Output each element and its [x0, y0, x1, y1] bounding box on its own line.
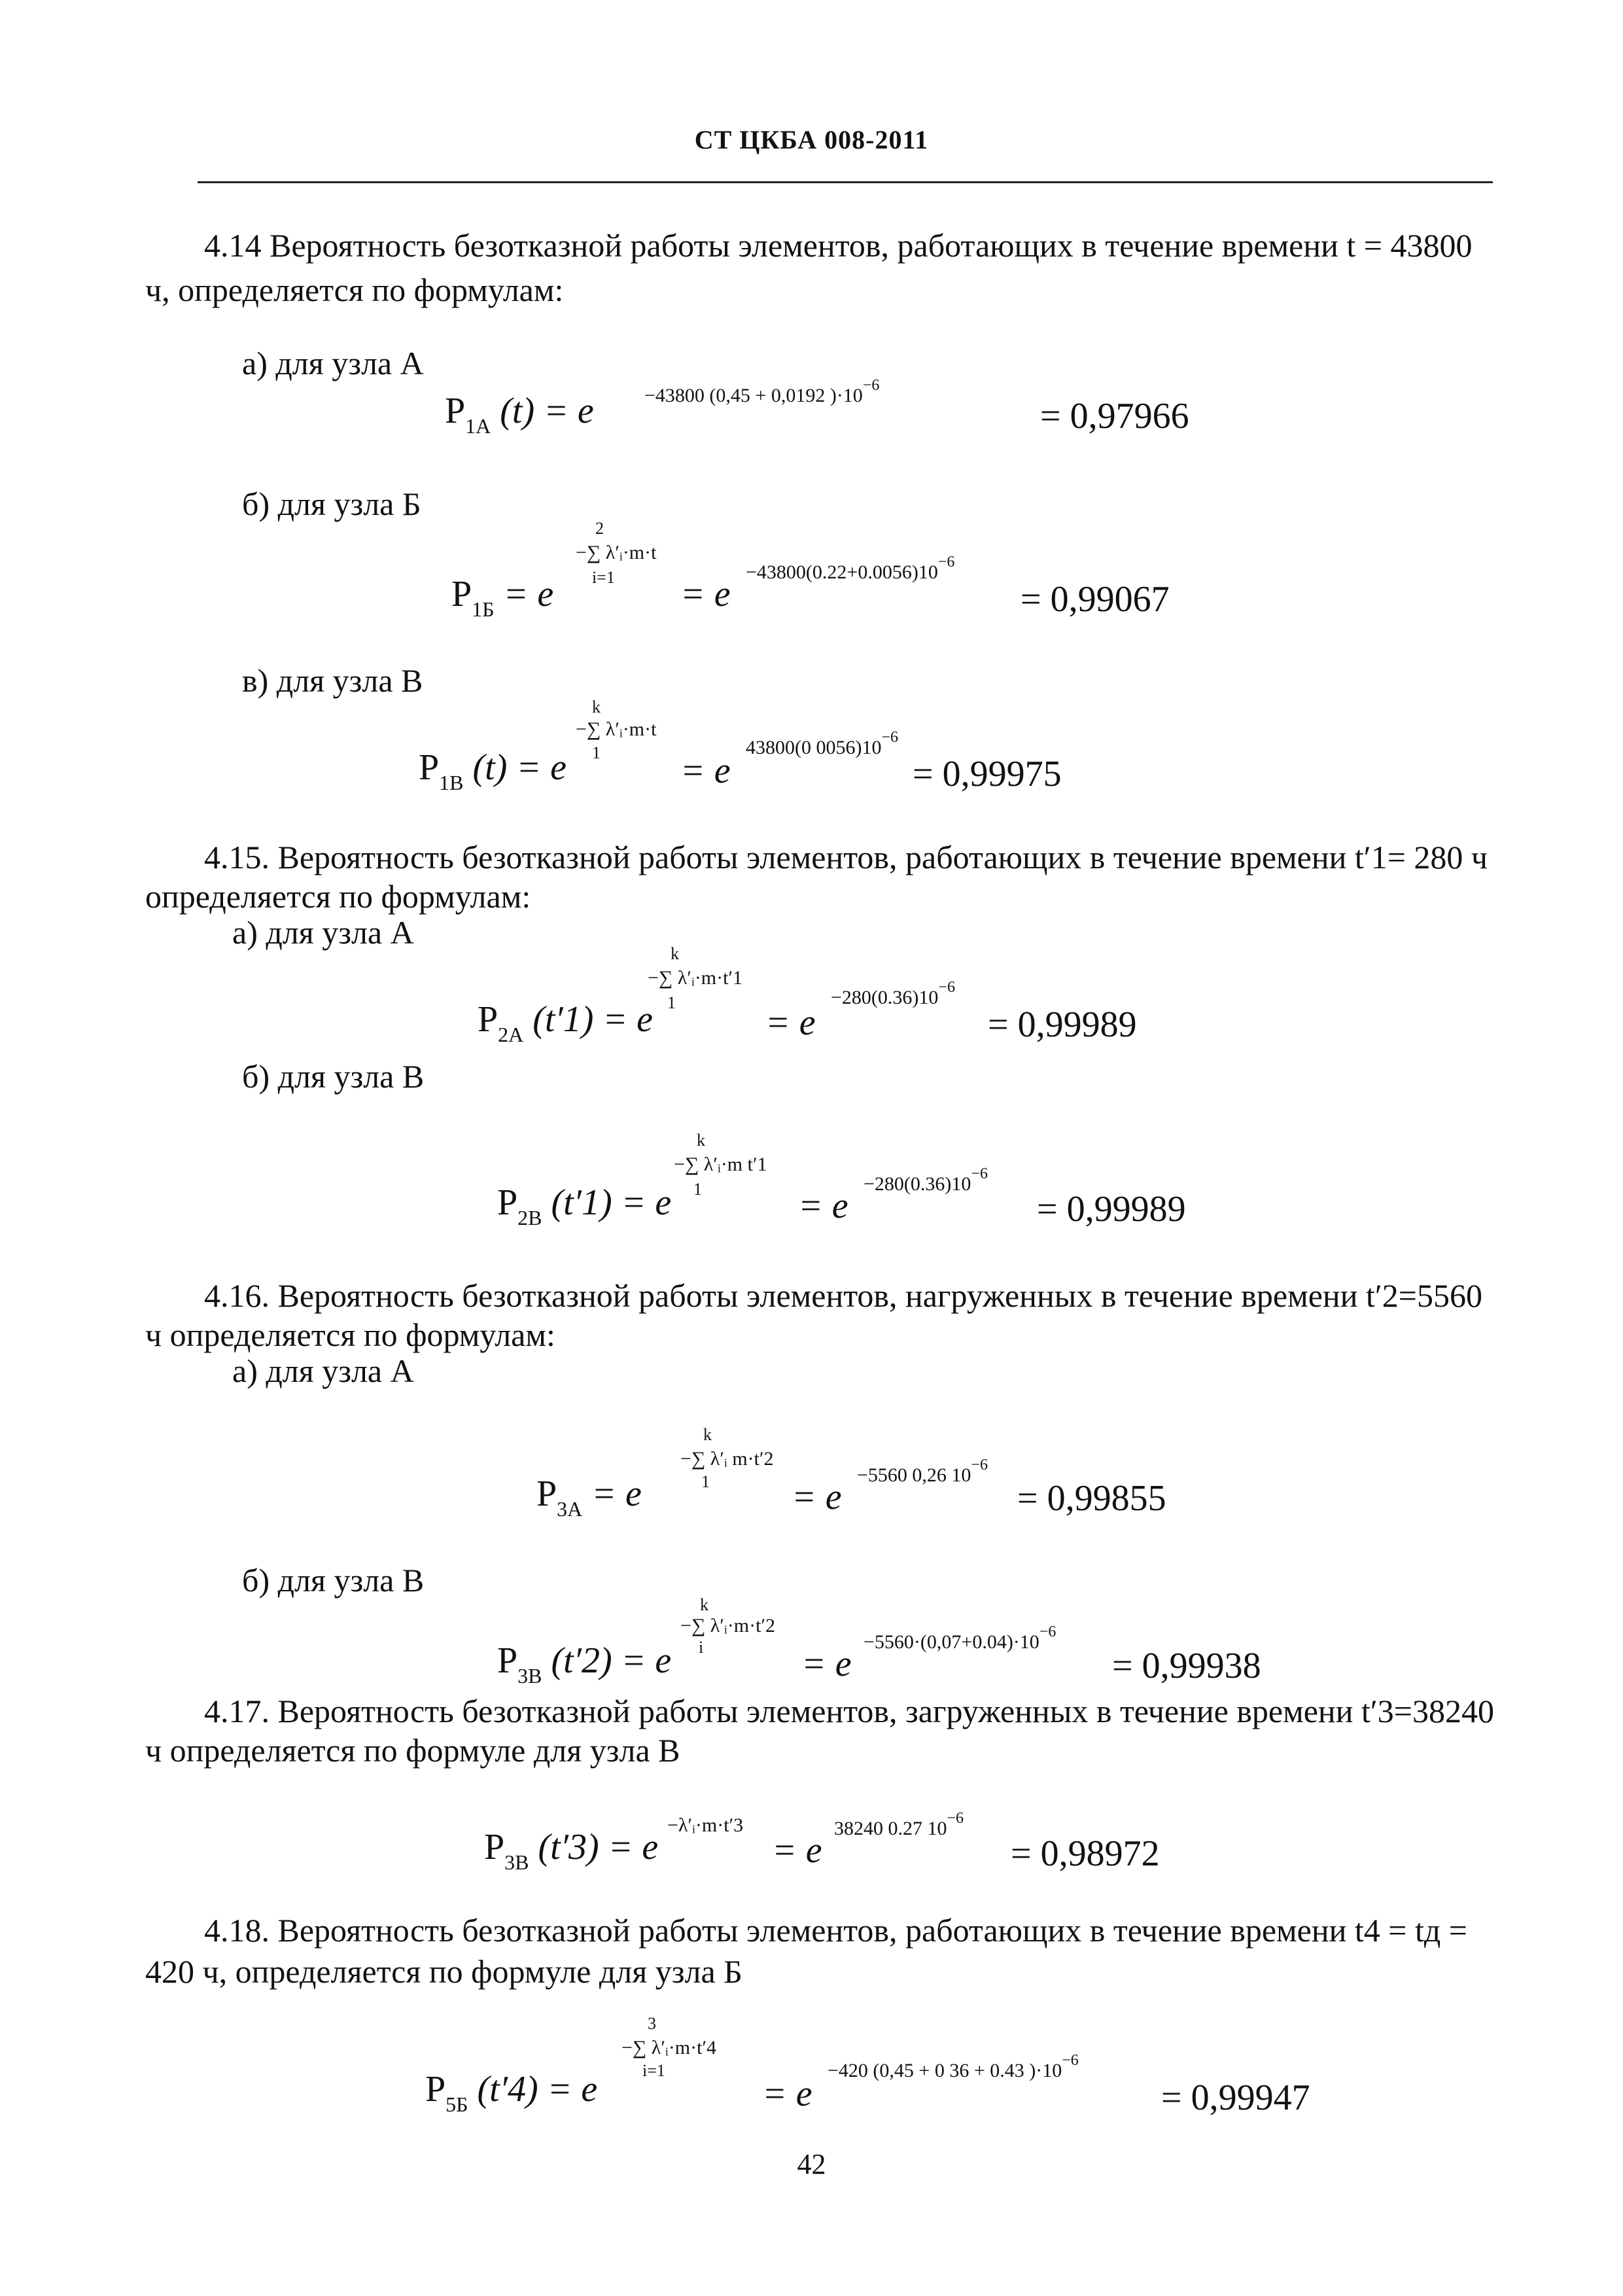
eq-mid: = e — [503, 574, 554, 614]
eq-lhs-sub: 2А — [498, 1023, 524, 1046]
exp-text: −5560·(0,07+0.04)·10 — [864, 1631, 1039, 1653]
s418-eq-right-exp — [828, 2052, 1079, 2081]
eq-mid: (t) = e — [472, 747, 567, 788]
eq-lhs: P — [425, 2069, 446, 2110]
eq-lhs: P — [497, 1182, 518, 1223]
eq-lhs: P — [419, 747, 440, 788]
s415-eq-b-exponent: −∑ λ′ᵢ·m t′1 — [674, 1154, 767, 1175]
s416-eq-b-right-exp — [864, 1623, 1056, 1653]
s415-eq-a-right-exp — [831, 979, 955, 1008]
exp-text: −43800 (0,45 + 0,0192 )·10 — [644, 385, 863, 406]
s416-eq-a-right-exp — [857, 1457, 988, 1486]
page-number: 42 — [797, 2148, 826, 2180]
s416-eq-a-lowlim: 1 — [701, 1472, 710, 1491]
s417-line1: 4.17. Вероятность безотказной работы элементов, загруженных в течение времени t′3=38240 — [204, 1693, 1494, 1729]
s418-eq — [425, 2069, 598, 2116]
eq-lhs-sub: 3В — [517, 1664, 542, 1687]
s414-line2: ч, определяется по формулам: — [145, 272, 564, 308]
s414-eq-a-exponent — [644, 377, 880, 406]
eq-mid: (t′2) = e — [551, 1640, 672, 1681]
exp-text: −43800(0.22+0.0056)10 — [746, 561, 938, 583]
s416-eq-b — [497, 1640, 672, 1687]
exp-pow: −6 — [971, 1165, 988, 1182]
s417-line2: ч определяется по формуле для узла В — [145, 1732, 680, 1769]
s414-eq-v-result: = 0,99975 — [913, 754, 1062, 794]
s415-eq-b-lowlim: 1 — [693, 1180, 702, 1199]
eq-mid: (t) = e — [500, 391, 594, 431]
s414-eq-v-right — [680, 752, 731, 789]
s417-eq-right — [772, 1832, 822, 1869]
eq-right: = e — [798, 1186, 848, 1226]
eq-lhs: P — [536, 1474, 557, 1514]
exp-pow: −6 — [971, 1457, 988, 1474]
s415-eq-a-right — [765, 1004, 816, 1041]
exp-text: −5560 0,26 10 — [857, 1464, 971, 1486]
s414-eq-b-exponent: −∑ λ′ᵢ·m·t — [576, 542, 657, 563]
s417-eq-right-exp — [834, 1810, 964, 1839]
s418-line1: 4.18. Вероятность безотказной работы элементов, работающих в течение времени t4 = tд = — [204, 1912, 1467, 1949]
s416-eq-b-lim: k — [700, 1595, 708, 1614]
s416-eq-b-right — [801, 1646, 852, 1682]
s414-eq-b — [451, 574, 554, 621]
s416-eq-b-lowlim: i — [699, 1638, 704, 1657]
s414-eq-a — [445, 391, 594, 438]
exp-pow: −6 — [938, 979, 955, 996]
s416-eq-a-right — [792, 1479, 842, 1515]
s416-eq-a-lim: k — [703, 1425, 712, 1444]
s417-eq-result: = 0,98972 — [1011, 1833, 1160, 1874]
eq-right: = e — [792, 1477, 842, 1517]
eq-right: = e — [765, 1002, 816, 1043]
s414-eq-v-lowlim: 1 — [592, 743, 601, 762]
s414-v-label: в) для узла В — [242, 662, 423, 699]
eq-right: = e — [762, 2074, 812, 2114]
s415-eq-a-lim: k — [671, 944, 679, 963]
eq-lhs-sub: 1A — [465, 414, 491, 438]
s418-eq-right — [762, 2075, 812, 2112]
eq-right: = e — [801, 1644, 852, 1684]
s414-eq-b-right-exp — [746, 554, 955, 583]
exp-pow: −6 — [881, 729, 899, 746]
s415-eq-b-right — [798, 1188, 848, 1224]
eq-lhs: P — [484, 1827, 505, 1867]
s415-eq-a-lowlim: 1 — [667, 993, 676, 1012]
s415-eq-b — [497, 1182, 672, 1229]
s415-line1: 4.15. Вероятность безотказной работы элементов, работающих в течение времени t′1= 280 ч — [204, 839, 1488, 875]
s414-eq-b-lim: 2 — [595, 519, 604, 538]
eq-right: = e — [680, 574, 731, 614]
s415-b-label: б) для узла В — [242, 1058, 425, 1095]
s418-eq-lim: 3 — [648, 2014, 656, 2033]
eq-lhs: P — [497, 1640, 518, 1681]
s415-line2: определяется по формулам: — [145, 878, 531, 915]
eq-mid: (t′4) = e — [477, 2069, 598, 2110]
s414-eq-v — [419, 747, 567, 794]
eq-mid: (t′1) = e — [532, 999, 654, 1040]
eq-mid: (t′1) = e — [551, 1182, 672, 1223]
eq-right: = e — [772, 1830, 822, 1871]
exp-pow: −6 — [937, 554, 955, 571]
exp-pow: −6 — [1062, 2052, 1079, 2069]
eq-lhs-sub: 1В — [439, 771, 464, 794]
eq-right: = e — [680, 751, 731, 791]
s418-eq-result: = 0,99947 — [1161, 2077, 1310, 2118]
eq-lhs-sub: 3A — [557, 1497, 583, 1521]
exp-text: 38240 0.27 10 — [834, 1818, 947, 1839]
s416-line1: 4.16. Вероятность безотказной работы элементов, нагруженных в течение времени t′2=5560 — [204, 1277, 1482, 1314]
s415-eq-b-lim: k — [697, 1131, 705, 1150]
s416-eq-b-exponent: −∑ λ′ᵢ·m·t′2 — [680, 1615, 776, 1636]
eq-lhs-sub: 1Б — [472, 597, 495, 621]
exp-text: −420 (0,45 + 0 36 + 0.43 )·10 — [828, 2060, 1062, 2081]
eq-mid: (t′3) = e — [538, 1827, 659, 1867]
s415-eq-a-exponent: −∑ λ′ᵢ·m·t′1 — [648, 967, 743, 989]
s414-eq-v-right-exp — [746, 729, 899, 758]
s414-eq-b-right — [680, 576, 731, 612]
s418-line2: 420 ч, определяется по формуле для узла Б — [145, 1953, 742, 1990]
s415-a-label: а) для узла А — [232, 914, 414, 951]
s415-eq-b-right-exp — [864, 1165, 988, 1195]
s416-eq-a — [536, 1474, 642, 1521]
exp-pow: −6 — [947, 1810, 964, 1827]
document-header: СТ ЦКБА 008-2011 — [694, 125, 929, 154]
exp-text: −280(0.36)10 — [831, 987, 939, 1008]
s415-eq-b-result: = 0,99989 — [1037, 1189, 1186, 1229]
s416-eq-a-result: = 0,99855 — [1017, 1478, 1166, 1519]
exp-text: −280(0.36)10 — [864, 1173, 971, 1195]
eq-lhs: P — [445, 391, 466, 431]
eq-lhs: P — [451, 574, 472, 614]
eq-lhs-sub: 3В — [504, 1850, 529, 1874]
s414-a-label: а) для узла А — [242, 345, 424, 381]
s416-a-label: а) для узла А — [232, 1352, 414, 1389]
s414-line1: 4.14 Вероятность безотказной работы элементов, работающих в течение времени t = 43800 — [204, 227, 1473, 264]
s414-b-label: б) для узла Б — [242, 486, 421, 522]
eq-lhs: P — [478, 999, 498, 1040]
header-rule — [198, 181, 1493, 183]
s417-eq-exponent: −λ′ᵢ·m·t′3 — [667, 1814, 744, 1836]
s416-eq-b-result: = 0,99938 — [1112, 1646, 1261, 1686]
s415-eq-a — [478, 999, 654, 1046]
eq-lhs-sub: 5Б — [445, 2093, 468, 2116]
s417-eq — [484, 1827, 659, 1874]
eq-mid: = e — [591, 1474, 642, 1514]
s414-eq-v-exponent: −∑ λ′ᵢ·m·t — [576, 718, 657, 740]
s414-eq-v-lim: k — [592, 698, 601, 716]
s416-eq-a-exponent: −∑ λ′ᵢ m·t′2 — [680, 1448, 774, 1470]
s418-eq-exponent: −∑ λ′ᵢ·m·t′4 — [621, 2037, 717, 2058]
s416-line2: ч определяется по формулам: — [145, 1316, 555, 1353]
exp-text: 43800(0 0056)10 — [746, 737, 882, 758]
s414-eq-b-lowlim: i=1 — [592, 568, 615, 587]
eq-lhs-sub: 2В — [517, 1206, 542, 1229]
s416-b-label: б) для узла В — [242, 1562, 425, 1598]
s414-eq-b-result: = 0,99067 — [1021, 579, 1170, 620]
s414-eq-a-result: = 0,97966 — [1040, 396, 1189, 436]
exp-pow: −6 — [862, 377, 880, 394]
exp-pow: −6 — [1039, 1623, 1056, 1640]
s418-eq-lowlim: i=1 — [642, 2061, 665, 2080]
s415-eq-a-result: = 0,99989 — [988, 1004, 1137, 1045]
